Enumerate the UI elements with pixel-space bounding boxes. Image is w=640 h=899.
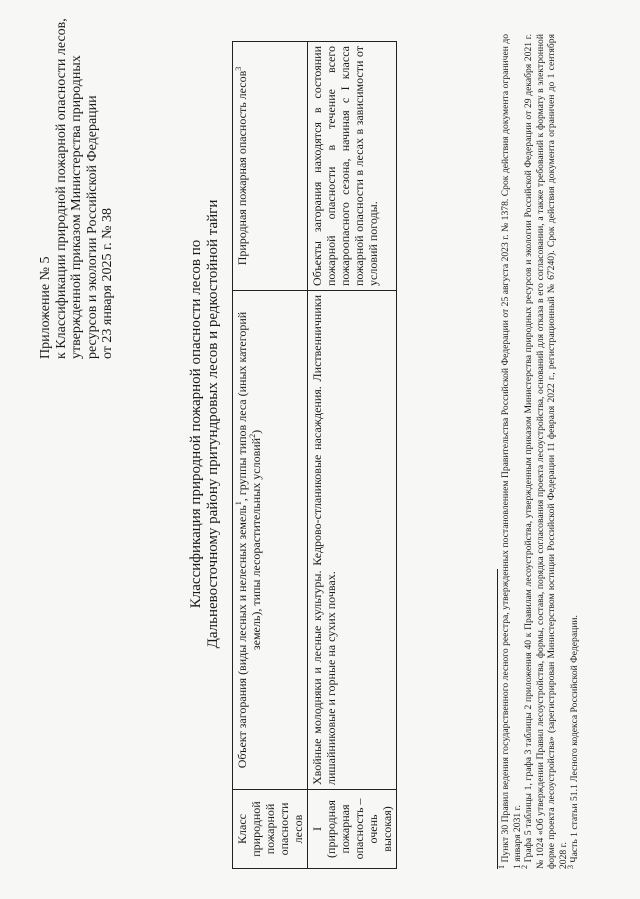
footnote-number: 1 (496, 865, 506, 869)
appendix-line: к Классификации природной пожарной опасности лесов, (53, 18, 69, 359)
footnote-text: Графа 5 таблицы 1, графа 3 таблицы 2 приложения 40 к Правилам лесоустройства, утвержденным приказом Министерства природных ресурсов и экологии Российской Федерации от 29 декабря 2021 г. № 1024 «Об утверждении Правил лесоустройства, формы, состава, порядка согласования проекта лесоустройства, оснований для отказа в его согласовании, а также требований к формату в электронной форме проекта лесоустройства» (зарегистрирован Министерством юстиции Российской Федерации 11 февраля 2022 г., регистрационный № 67240). Срок действия документа ограничен до 1 сентября 2028 г. (523, 34, 569, 869)
title-line-1: Классификация природной пожарной опасности лесов по (188, 239, 204, 609)
table-header-row (233, 42, 308, 869)
class-description: (природная пожарная опасность – очень высокая) (324, 798, 394, 860)
class-number: I (310, 827, 324, 831)
cell-danger: Объекты загорания находятся в состоянии пожарной опасности в течение всего пожароопасного сезона, начиная с I класса пожарной опасности в лесах в зависимости от условий погоды. (308, 42, 397, 291)
header-danger (233, 42, 308, 291)
footnote-text: Часть 1 статьи 51.1 Лесного кодекса Российской Федерации. (569, 615, 580, 863)
classification-table (232, 41, 397, 869)
footnote-1 (496, 34, 523, 869)
footnote-2 (519, 34, 569, 869)
appendix-line: утвержденной приказом Министерства природных (69, 55, 84, 359)
header-object-text-c: ) (249, 429, 263, 434)
footnote-ref-2[interactable]: 2 (248, 433, 257, 438)
table-row (308, 42, 397, 869)
footnote-divider (497, 569, 498, 869)
footnote-text: Пункт 30 Правил ведения государственного лесного реестра, утвержденных постановлением Правительства Российской Федерации от 25 августа 2023 г. № 1378. Срок действия документа ограничен до 1 января 2031 г. (500, 34, 523, 869)
footnotes (496, 34, 581, 869)
appendix-line: от 23 января 2025 г. № 38 (100, 208, 115, 359)
header-object (233, 291, 308, 790)
header-object-text-b: , группы типов леса (иных категорий земель), типы лесорастительных условий (235, 311, 263, 651)
cell-object: Хвойные молодняки и лесные культуры. Кедрово-стланиковые насаждения. Лиственничники лишайниковые и горные на сухих почвах. (308, 291, 397, 790)
header-danger-text: Природная пожарная опасность лесов (235, 70, 249, 266)
title-line-2: Дальневосточному району притундровых лесов и редкостойной тайги (205, 199, 221, 649)
footnote-3 (565, 34, 581, 869)
appendix-line: Приложение № 5 (38, 256, 53, 359)
header-object-text-a: Объект загорания (виды лесных и нелесных земель (235, 505, 249, 769)
appendix-line: ресурсов и экологии Российской Федерации (84, 95, 100, 359)
footnote-number: 2 (519, 865, 529, 869)
header-class: Класс природной пожарной опасности лесов (233, 790, 308, 869)
cell-class (308, 790, 397, 869)
footnote-number: 3 (565, 865, 575, 869)
footnote-ref-1[interactable]: 1 (234, 501, 243, 506)
document-title (188, 124, 222, 724)
appendix-header (38, 18, 116, 359)
footnote-ref-3[interactable]: 3 (234, 66, 243, 71)
